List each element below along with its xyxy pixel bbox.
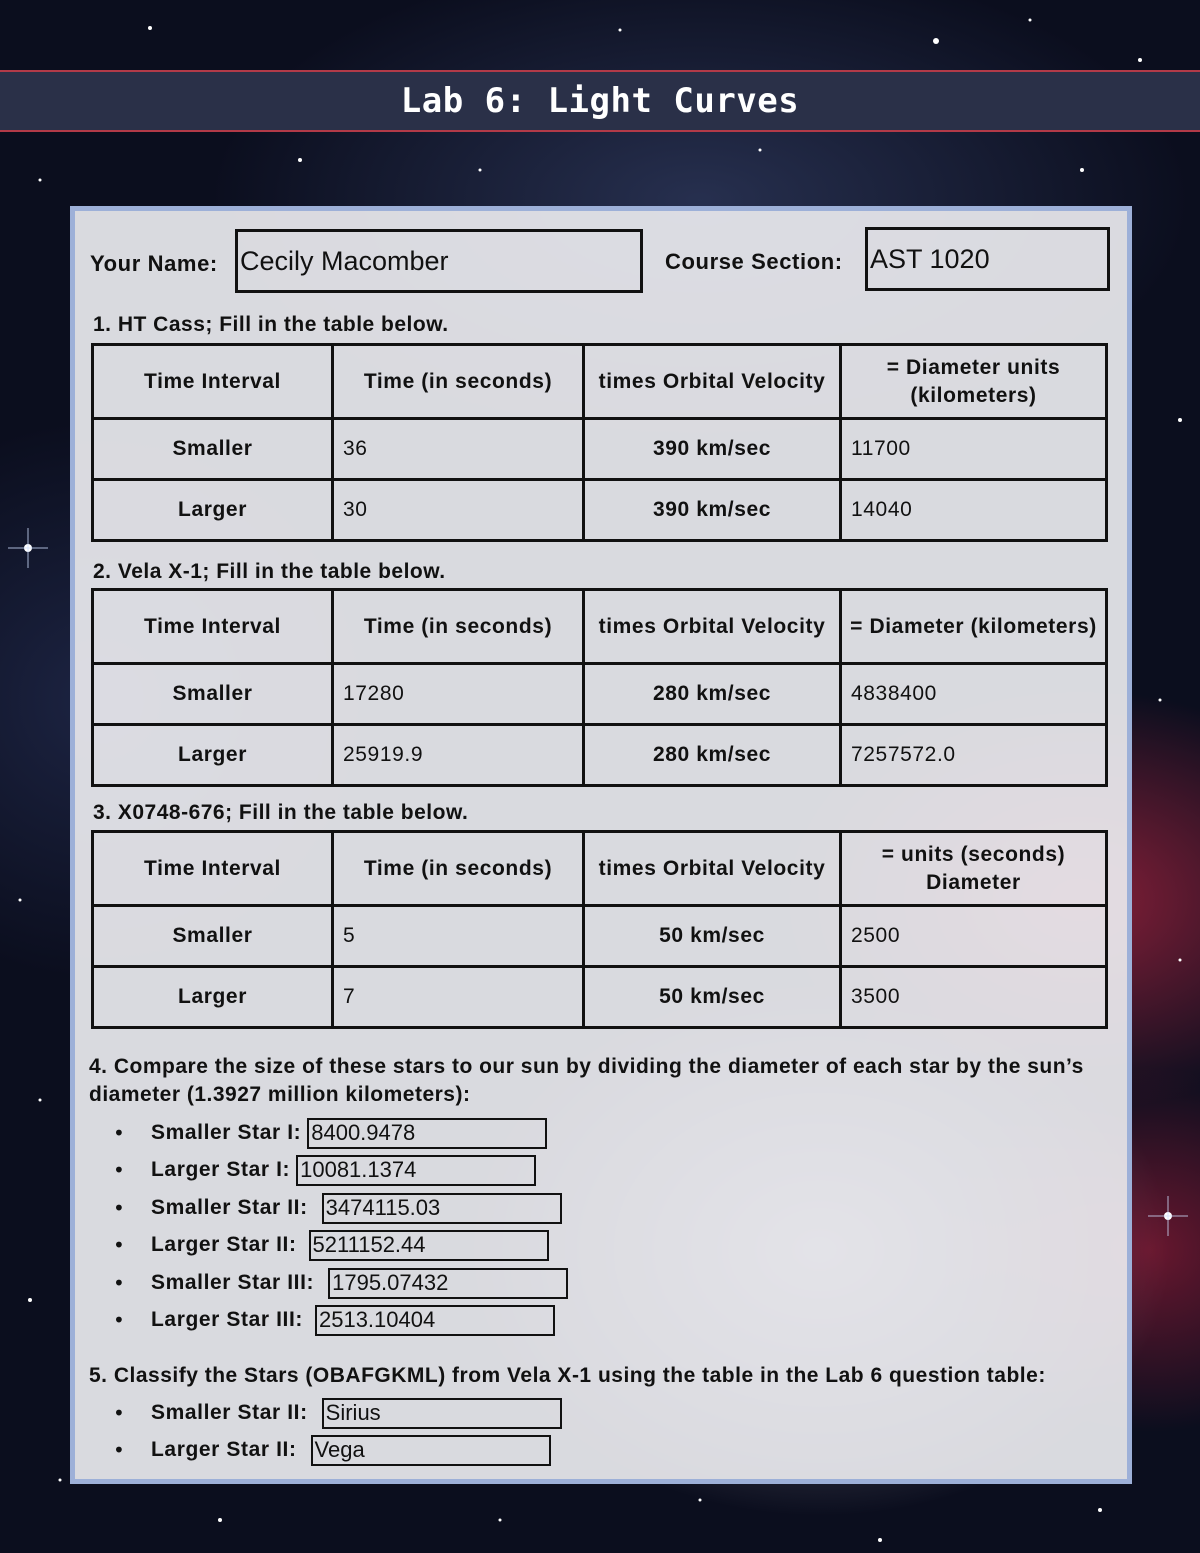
name-field[interactable]: Cecily Macomber	[235, 229, 643, 293]
q3-table	[91, 830, 1108, 1029]
time-input-cell[interactable]: 17280	[333, 664, 584, 725]
diameter-input-cell[interactable]: 11700	[841, 419, 1107, 480]
interval-cell: Larger	[93, 480, 333, 541]
list-item	[113, 1192, 562, 1224]
q5-text: 5. Classify the Stars (OBAFGKML) from Vela X-1 using the table in the Lab 6 question table:	[89, 1364, 1046, 1387]
time-input-cell[interactable]: 7	[333, 967, 584, 1028]
name-label: Your Name:	[90, 251, 218, 276]
table-header-row	[93, 345, 1107, 419]
bullet-icon: •	[113, 1438, 125, 1462]
worksheet-panel	[70, 206, 1132, 1484]
table-header-row	[93, 832, 1107, 906]
star-label: Larger Star I:	[151, 1158, 291, 1181]
q3-title: 3. X0748-676; Fill in the table below.	[93, 801, 469, 824]
diameter-input-cell[interactable]: 14040	[841, 480, 1107, 541]
interval-cell: Smaller	[93, 419, 333, 480]
q2-title: 2. Vela X-1; Fill in the table below.	[93, 560, 446, 583]
interval-cell: Larger	[93, 967, 333, 1028]
list-item	[113, 1397, 562, 1429]
header-orbital-velocity: times Orbital Velocity	[584, 345, 841, 419]
table-row	[93, 419, 1107, 480]
bullet-icon: •	[113, 1121, 125, 1145]
header-orbital-velocity: times Orbital Velocity	[584, 590, 841, 664]
bullet-icon: •	[113, 1271, 125, 1295]
velocity-cell: 280 km/sec	[584, 725, 841, 786]
table-header-row	[93, 590, 1107, 664]
bullet-icon: •	[113, 1158, 125, 1182]
table-row	[93, 725, 1107, 786]
interval-cell: Larger	[93, 725, 333, 786]
header-time-seconds: Time (in seconds)	[333, 832, 584, 906]
star-label: Smaller Star I:	[151, 1121, 302, 1144]
list-item	[113, 1117, 547, 1149]
velocity-cell: 390 km/sec	[584, 419, 841, 480]
student-info-row	[75, 229, 1127, 297]
time-input-cell[interactable]: 36	[333, 419, 584, 480]
header-time-interval: Time Interval	[93, 832, 333, 906]
classification-field[interactable]: Vega	[311, 1435, 551, 1466]
q4-text: 4. Compare the size of these stars to our sun by dividing the diameter of each star by the sun’s diameter (1.3927 million kilometers):	[89, 1055, 1084, 1106]
answer-field[interactable]: 5211152.44	[309, 1230, 549, 1261]
page-title: Lab 6: Light Curves	[400, 81, 800, 121]
table-row	[93, 906, 1107, 967]
header-diameter: = Diameter units (kilometers)	[841, 345, 1107, 419]
star-label: Smaller Star II:	[151, 1196, 308, 1219]
table-row	[93, 480, 1107, 541]
header-diameter: = units (seconds) Diameter	[841, 832, 1107, 906]
time-input-cell[interactable]: 30	[333, 480, 584, 541]
title-bar	[0, 70, 1200, 132]
table-row	[93, 664, 1107, 725]
classification-field[interactable]: Sirius	[322, 1398, 562, 1429]
interval-cell: Smaller	[93, 664, 333, 725]
interval-cell: Smaller	[93, 906, 333, 967]
answer-field[interactable]: 2513.10404	[315, 1305, 555, 1336]
diameter-input-cell[interactable]: 3500	[841, 967, 1107, 1028]
time-input-cell[interactable]: 25919.9	[333, 725, 584, 786]
list-item	[113, 1229, 549, 1261]
bullet-icon: •	[113, 1401, 125, 1425]
list-item	[113, 1154, 536, 1186]
answer-field[interactable]: 10081.1374	[296, 1155, 536, 1186]
course-section-label: Course Section:	[665, 249, 843, 274]
bullet-icon: •	[113, 1308, 125, 1332]
table-row	[93, 967, 1107, 1028]
answer-field[interactable]: 3474115.03	[322, 1193, 562, 1224]
header-time-seconds: Time (in seconds)	[333, 590, 584, 664]
velocity-cell: 50 km/sec	[584, 967, 841, 1028]
time-input-cell[interactable]: 5	[333, 906, 584, 967]
star-label: Larger Star III:	[151, 1308, 303, 1331]
list-item	[113, 1434, 551, 1466]
header-time-interval: Time Interval	[93, 590, 333, 664]
star-label: Larger Star II:	[151, 1233, 297, 1256]
velocity-cell: 280 km/sec	[584, 664, 841, 725]
velocity-cell: 50 km/sec	[584, 906, 841, 967]
q1-title: 1. HT Cass; Fill in the table below.	[93, 313, 449, 336]
diameter-input-cell[interactable]: 4838400	[841, 664, 1107, 725]
q1-table	[91, 343, 1108, 542]
header-time-seconds: Time (in seconds)	[333, 345, 584, 419]
course-section-field[interactable]: AST 1020	[865, 227, 1110, 291]
star-label: Larger Star II:	[151, 1438, 297, 1461]
header-diameter: = Diameter (kilometers)	[841, 590, 1107, 664]
header-time-interval: Time Interval	[93, 345, 333, 419]
diameter-input-cell[interactable]: 2500	[841, 906, 1107, 967]
bullet-icon: •	[113, 1233, 125, 1257]
header-orbital-velocity: times Orbital Velocity	[584, 832, 841, 906]
star-label: Smaller Star III:	[151, 1271, 315, 1294]
answer-field[interactable]: 1795.07432	[328, 1268, 568, 1299]
velocity-cell: 390 km/sec	[584, 480, 841, 541]
star-label: Smaller Star II:	[151, 1401, 308, 1424]
diameter-input-cell[interactable]: 7257572.0	[841, 725, 1107, 786]
bullet-icon: •	[113, 1196, 125, 1220]
answer-field[interactable]: 8400.9478	[307, 1118, 547, 1149]
list-item	[113, 1267, 568, 1299]
list-item	[113, 1304, 555, 1336]
q2-table	[91, 588, 1108, 787]
